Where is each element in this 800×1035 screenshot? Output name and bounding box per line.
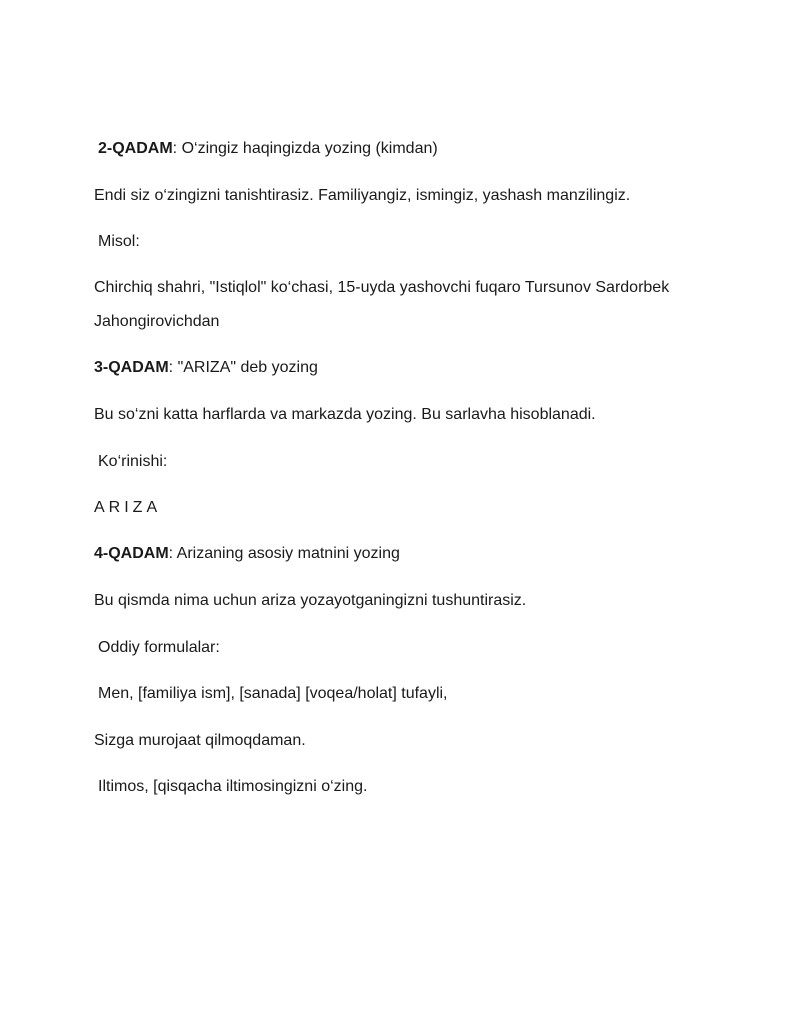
step2-title: : O‘zingiz haqingizda yozing (kimdan) xyxy=(172,140,438,157)
step2-example-label: Misol: xyxy=(98,233,140,250)
step3-heading xyxy=(94,358,734,378)
step4-formula-line2: Sizga murojaat qilmoqdaman. xyxy=(94,732,306,749)
step3-view-text: ARIZA xyxy=(94,499,162,516)
step2-heading xyxy=(98,139,738,159)
step4-formula-line3: Iltimos, [qisqacha iltimosingizni o‘zing. xyxy=(98,778,368,795)
step2-example-text: Chirchiq shahri, "Istiqlol" ko‘chasi, 15-uyda yashovchi fuqaro Tursunov Sardorbek Jahongirovichdan xyxy=(94,279,670,330)
step4-title: : Arizaning asosiy matnini yozing xyxy=(168,545,400,562)
step4-label: 4-QADAM xyxy=(94,545,169,562)
step4-formula-line1: Men, [familiya ism], [sanada] [voqea/holat] tufayli, xyxy=(98,685,448,702)
step3-label: 3-QADAM xyxy=(94,359,169,376)
step4-formulas-label: Oddiy formulalar: xyxy=(98,639,220,656)
step3-body: Bu so‘zni katta harflarda va markazda yozing. Bu sarlavha hisoblanadi. xyxy=(94,406,596,423)
step4-body: Bu qismda nima uchun ariza yozayotganingizni tushuntirasiz. xyxy=(94,592,527,609)
step3-view-label: Ko‘rinishi: xyxy=(98,453,168,470)
step2-label: 2-QADAM xyxy=(98,140,173,157)
step2-body: Endi siz o‘zingizni tanishtirasiz. Familiyangiz, ismingiz, yashash manzilingiz. xyxy=(94,187,631,204)
step4-heading xyxy=(94,544,734,564)
step3-title: : "ARIZA" deb yozing xyxy=(168,359,318,376)
